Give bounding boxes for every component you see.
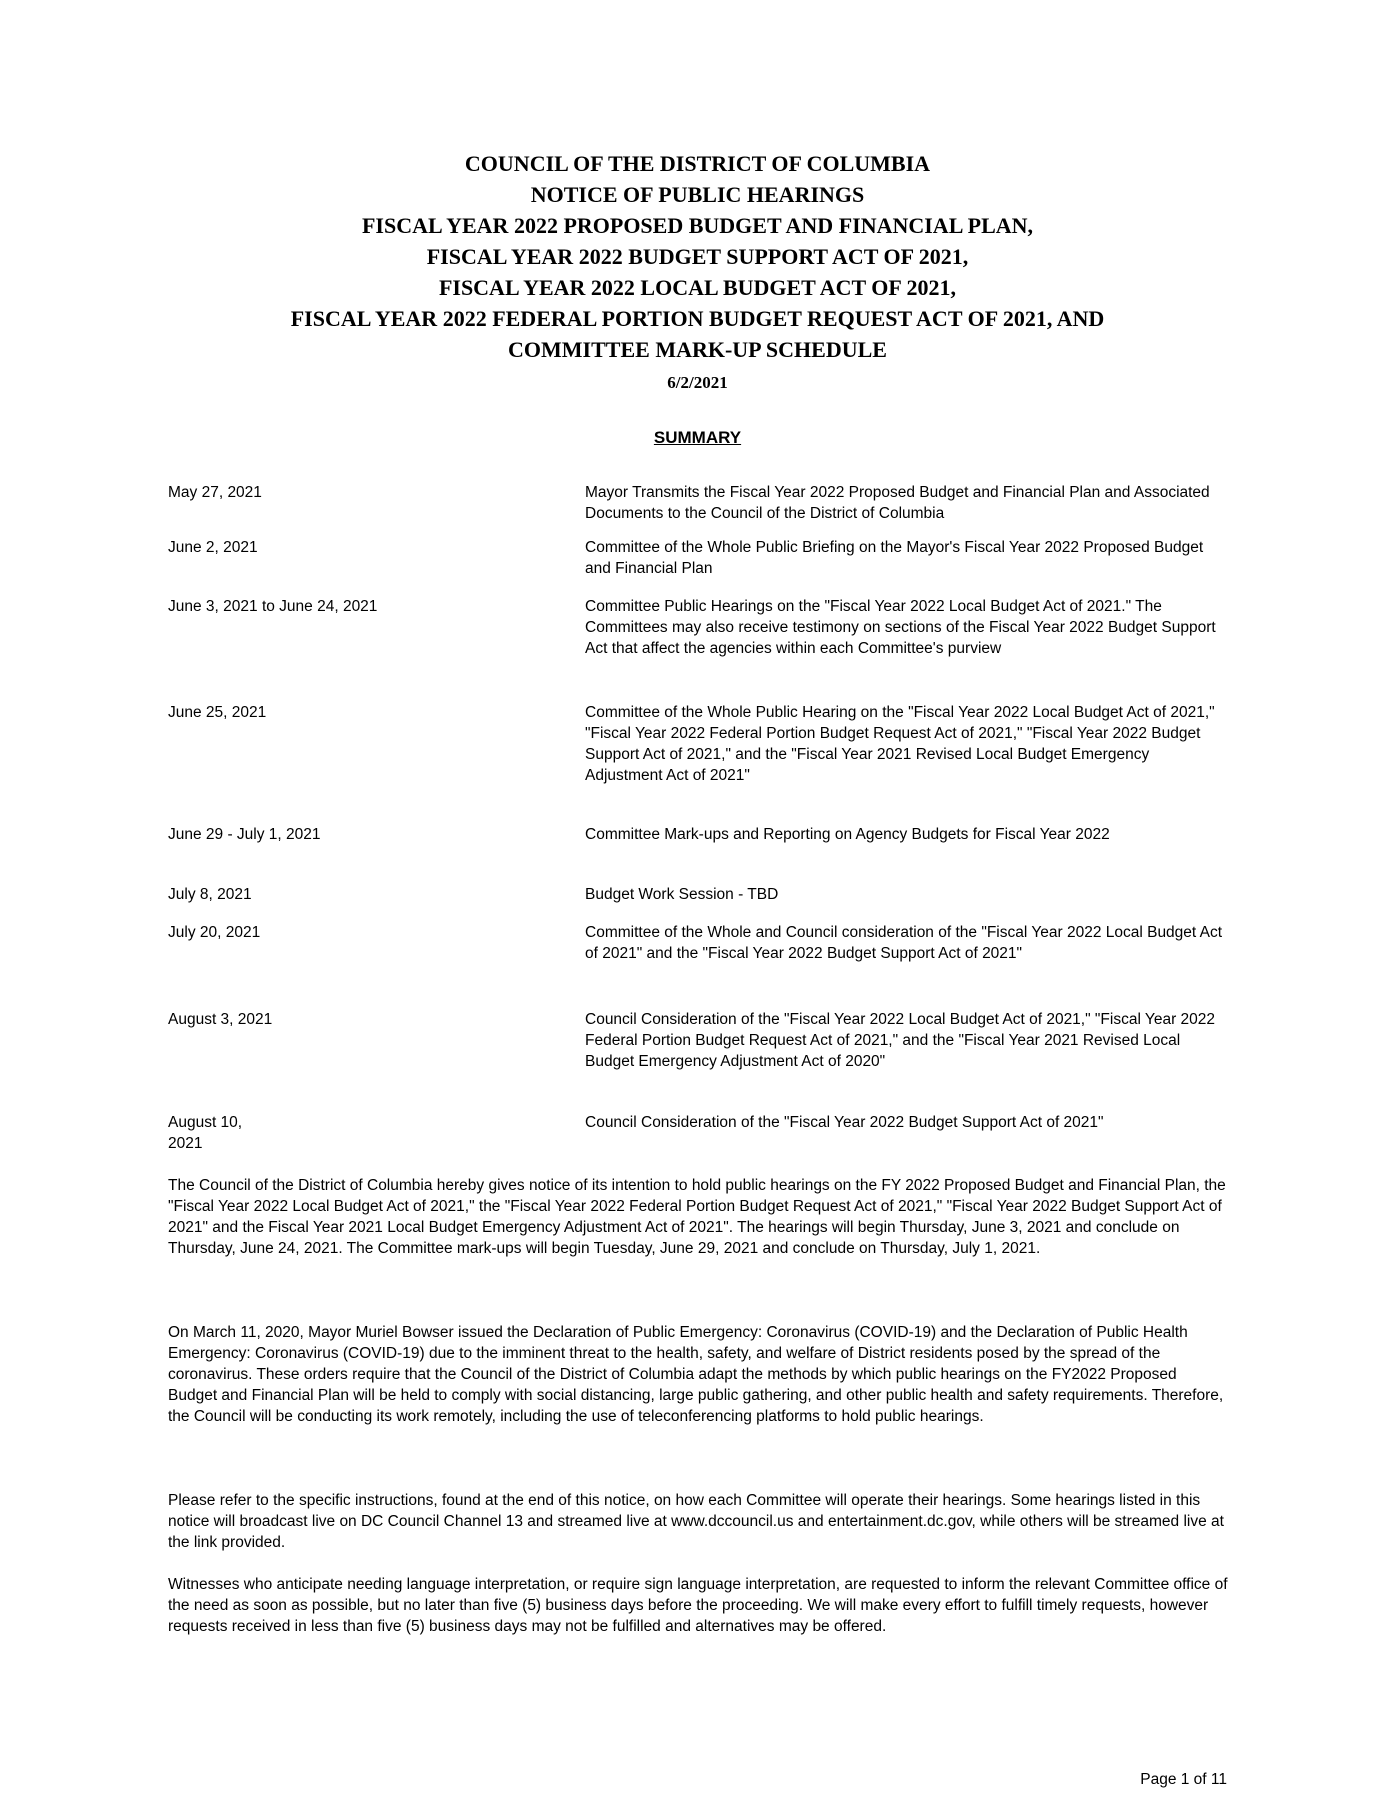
notice-heading xyxy=(0,148,1395,398)
notice-date: 6/2/2021 xyxy=(667,373,728,392)
body-paragraph: The Council of the District of Columbia hereby gives notice of its intention to hold public hearings on the FY 2022 Proposed Budget and Financial Plan, the "Fiscal Year 2022 Local Budget Act of 2021," the "Fiscal Year 2022 Federal Portion Budget Request Act of 2021," "Fiscal Year 2022 Budget Support Act of 2021" and the Fiscal Year 2021 Local Budget Emergency Adjustment Act of 2021". The hearings will begin Thursday, June 3, 2021 and conclude on Thursday, June 24, 2021. The Committee mark-ups will begin Tuesday, June 29, 2021 and conclude on Thursday, July 1, 2021. xyxy=(168,1177,1226,1257)
schedule-text: Council Consideration of the "Fiscal Year 2022 Local Budget Act of 2021," "Fiscal Year 2022 Federal Portion Budget Request Act of 2021," and the "Fiscal Year 2021 Revised Local Budget Emergency Adjustment Act of 2020" xyxy=(585,1011,1216,1070)
schedule-text: Committee Public Hearings on the "Fiscal Year 2022 Local Budget Act of 2021." The Committees may also receive testimony on sections of the Fiscal Year 2022 Budget Support Act that affect the agencies within each Committee's purview xyxy=(585,598,1216,657)
heading-line: FISCAL YEAR 2022 LOCAL BUDGET ACT OF 2021, xyxy=(438,275,957,300)
schedule-text: Budget Work Session - TBD xyxy=(585,886,779,903)
schedule-date: July 8, 2021 xyxy=(168,886,252,903)
schedule-text: Committee of the Whole Public Hearing on the "Fiscal Year 2022 Local Budget Act of 2021," "Fiscal Year 2022 Federal Portion Budget Request Act of 2021," "Fiscal Year 2022 Budget Support Act of 2021," and the "Fiscal Year 2021 Revised Local Budget Emergency Adjustment Act of 2021" xyxy=(585,704,1215,784)
heading-line: FISCAL YEAR 2022 PROPOSED BUDGET AND FINANCIAL PLAN, xyxy=(361,213,1034,238)
heading-line: COUNCIL OF THE DISTRICT OF COLUMBIA xyxy=(464,151,931,176)
schedule-date: June 25, 2021 xyxy=(168,704,267,721)
body-paragraph: Witnesses who anticipate needing language interpretation, or require sign language interpretation, are requested to inform the relevant Committee office of the need as soon as possible, but no later than five (5) business days before the proceeding. We will make every effort to fulfill timely requests, however requests received in less than five (5) business days may not be fulfilled and alternatives may be offered. xyxy=(168,1576,1228,1635)
schedule-date: July 20, 2021 xyxy=(168,924,261,941)
schedule-date: June 29 - July 1, 2021 xyxy=(168,826,321,843)
heading-line: COMMITTEE MARK-UP SCHEDULE xyxy=(508,337,887,362)
schedule-date: August 3, 2021 xyxy=(168,1011,273,1028)
schedule-text: Committee Mark-ups and Reporting on Agency Budgets for Fiscal Year 2022 xyxy=(585,826,1110,843)
body-paragraph: Please refer to the specific instructions, found at the end of this notice, on how each Committee will operate their hearings. Some hearings listed in this notice will broadcast live on DC Council Channel 13 and streamed live at www.dccouncil.us and entertainment.dc.gov, while others will be streamed live at the link provided. xyxy=(168,1492,1224,1551)
schedule-text: Mayor Transmits the Fiscal Year 2022 Proposed Budget and Financial Plan and Associated Documents to the Council of the District of Columbia xyxy=(585,484,1210,522)
heading-line: NOTICE OF PUBLIC HEARINGS xyxy=(530,182,865,207)
heading-line: FISCAL YEAR 2022 BUDGET SUPPORT ACT OF 2021, xyxy=(426,244,969,269)
heading-line: FISCAL YEAR 2022 FEDERAL PORTION BUDGET REQUEST ACT OF 2021, AND xyxy=(290,306,1105,331)
schedule-date: June 3, 2021 to June 24, 2021 xyxy=(168,598,378,615)
summary-title: SUMMARY xyxy=(653,428,742,447)
schedule-text: Committee of the Whole and Council consideration of the "Fiscal Year 2022 Local Budget Act of 2021" and the "Fiscal Year 2022 Budget Support Act of 2021" xyxy=(585,924,1223,962)
schedule-date: August 10, 2021 xyxy=(168,1114,243,1152)
schedule-date: May 27, 2021 xyxy=(168,484,262,501)
schedule-text: Committee of the Whole Public Briefing on the Mayor's Fiscal Year 2022 Proposed Budget and Financial Plan xyxy=(585,539,1204,577)
schedule-text: Council Consideration of the "Fiscal Year 2022 Budget Support Act of 2021" xyxy=(585,1114,1104,1131)
body-paragraph: On March 11, 2020, Mayor Muriel Bowser issued the Declaration of Public Emergency: Coronavirus (COVID-19) and the Declaration of Public Health Emergency: Coronavirus (COVID-19) due to the imminent threat to the health, safety, and welfare of District residents posed by the spread of the coronavirus. These orders require that the Council of the District of Columbia adapt the methods by which public hearings on the FY2022 Proposed Budget and Financial Plan will be held to comply with social distancing, large public gathering, and other public health and safety requirements. Therefore, the Council will be conducting its work remotely, including the use of teleconferencing platforms to hold public hearings. xyxy=(168,1324,1224,1425)
page-number: Page 1 of 11 xyxy=(1140,1771,1227,1788)
schedule-date: June 2, 2021 xyxy=(168,539,258,556)
